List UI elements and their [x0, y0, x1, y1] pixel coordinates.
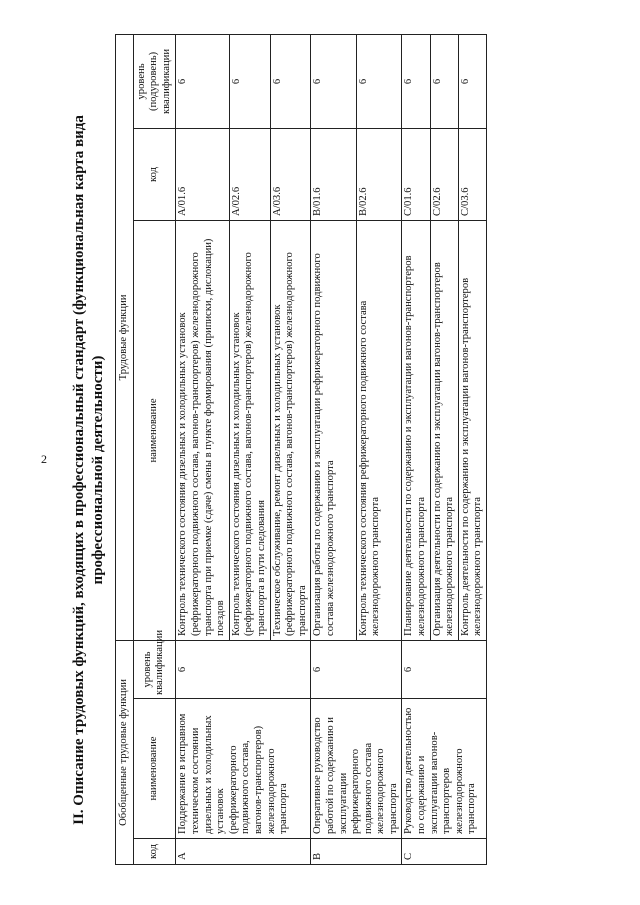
group-level: 6 [311, 640, 402, 698]
function-name: Контроль технического состояния дизельных и холодильных установок (рефрижераторного подвижного состава, вагонов-транспортеров) железнодорожного транспорта в пути следования [229, 220, 270, 640]
function-name: Организация работы по содержанию и эксплуатации рефрижераторного подвижного состава железнодорожного транспорта [311, 220, 357, 640]
function-code: C/03.6 [458, 128, 486, 220]
table-row [311, 34, 357, 864]
function-name: Планирование деятельности по содержанию и эксплуатации вагонов-транспортеров железнодорожного транспорта [402, 220, 430, 640]
group-code: A [176, 839, 311, 865]
function-level: 6 [229, 34, 270, 128]
column-header-row [133, 34, 176, 864]
page-number: 2 [41, 452, 47, 466]
col-name-header: наименование [133, 699, 176, 839]
function-level: 6 [270, 34, 311, 128]
function-code: A/01.6 [176, 128, 229, 220]
function-level: 6 [430, 34, 458, 128]
group-level: 6 [402, 640, 487, 698]
group-code: C [402, 839, 487, 865]
group-name: Поддержание в исправном техническом состоянии дизельных и холодильных установок (рефрижераторного подвижного состава, вагонов-транспортеров) железнодорожного транспорта [176, 699, 311, 839]
group-level: 6 [176, 640, 311, 698]
labor-functions-header: Трудовые функции [116, 34, 134, 640]
function-name: Техническое обслуживание, ремонт дизельных и холодильных установок (рефрижераторного подвижного состава, вагонов-транспортеров) железнодорожного транспорта [270, 220, 311, 640]
function-level: 6 [356, 34, 402, 128]
group-header-row [116, 34, 134, 864]
function-level: 6 [402, 34, 430, 128]
function-code: B/01.6 [311, 128, 357, 220]
function-name: Контроль деятельности по содержанию и эксплуатации вагонов-транспортеров железнодорожного транспорта [458, 220, 486, 640]
function-code: C/01.6 [402, 128, 430, 220]
function-code: A/03.6 [270, 128, 311, 220]
table-row [402, 34, 430, 864]
col-tf-code-header: код [133, 128, 176, 220]
col-code-header: код [133, 839, 176, 865]
functional-map-table [115, 34, 487, 865]
function-name: Организация деятельности по содержанию и эксплуатации вагонов-транспортеров железнодорожного транспорта [430, 220, 458, 640]
function-name: Контроль технического состояния рефрижераторного подвижного состава железнодорожного транспорта [356, 220, 402, 640]
function-level: 6 [458, 34, 486, 128]
function-code: A/02.6 [229, 128, 270, 220]
group-name: Руководство деятельностью по содержанию и эксплуатации вагонов-транспортеров железнодорожного транспорта [402, 699, 487, 839]
group-name: Оперативное руководство работой по содержанию и эксплуатации рефрижераторного подвижного состава железнодорожного транспорта [311, 699, 402, 839]
col-tf-name-header: наименование [133, 220, 176, 640]
function-level: 6 [176, 34, 229, 128]
generalized-functions-header: Обобщенные трудовые функции [116, 640, 134, 864]
group-code: B [311, 839, 402, 865]
document-title: II. Описание трудовых функций, входящих в профессиональный стандарт (функциональная карта вида профессиональной деятельности) [71, 115, 106, 825]
function-code: C/02.6 [430, 128, 458, 220]
function-name: Контроль технического состояния дизельных и холодильных установок (рефрижераторного подвижного состава, вагонов-транспортеров) железнодорожного транспорта при приемке (сдаче) смены в пункте формирования (приписки, дислокации) поездов [176, 220, 229, 640]
table-row [176, 34, 229, 864]
col-tf-level-header: уровень (подуровень) квалификации [133, 34, 176, 128]
function-code: B/02.6 [356, 128, 402, 220]
col-level-header: уровень квалификации [133, 640, 176, 698]
function-level: 6 [311, 34, 357, 128]
